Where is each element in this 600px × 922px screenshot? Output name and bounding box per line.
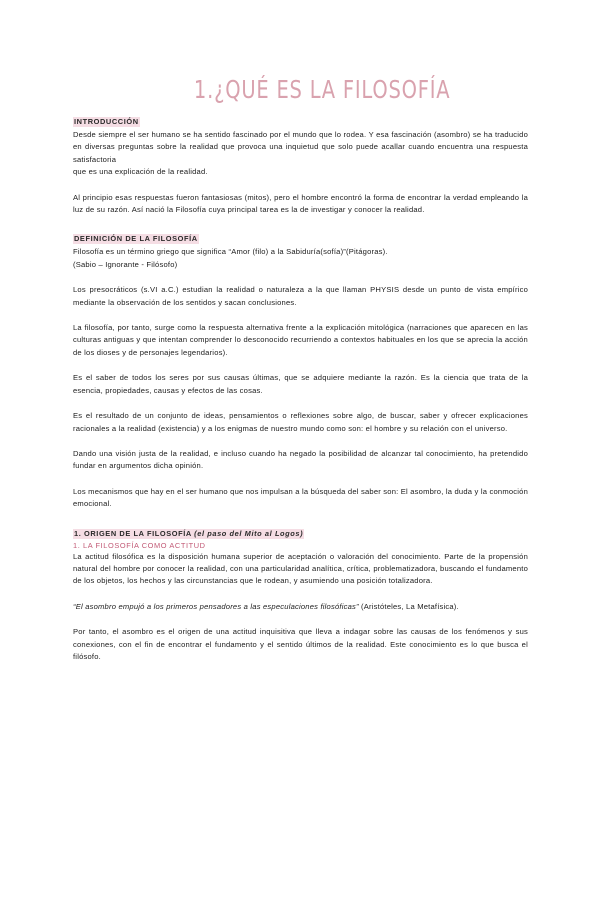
origen-heading-main: 1. ORIGEN DE LA FILOSOFÍA (74, 528, 195, 538)
origen-paragraph-1: La actitud filosófica es la disposición humana superior de aceptación o valoración del conocimiento. Parte de la propensión natural del hombre por conocer la realidad, con una particularidad analítica, crítica, problematizadora, buscando el fundamento de los objetos, los hechos y las circunstancias que le rodean, y asumiendo una posición totalizadora. (73, 551, 528, 586)
definicion-paragraph-4: Es el saber de todos los seres por sus causas últimas, que se adquiere mediante la razón. Es la ciencia que trata de la esencia, propiedades, causas y efectos de las cosas. (73, 373, 528, 395)
intro-paragraph-1: Desde siempre el ser humano se ha sentido fascinado por el mundo que lo rodea. Y esa fascinación (asombro) se ha traducido en diversas preguntas sobre la realidad que provoca una inquietud que solo puede acallar cuando encuentra una respuesta satisfactoria (73, 130, 528, 164)
intro-paragraph-2: Al principio esas respuestas fueron fantasiosas (mitos), pero el hombre encontró la forma de encontrar la verdad empleando la luz de su razón. Así nació la Filosofía cuya principal tarea es la de investigar y conocer la realidad. (73, 192, 528, 215)
quote-text: “El asombro empujó a los primeros pensadores a las especulaciones filosóficas” (73, 601, 359, 611)
origen-paragraph-2: Por tanto, el asombro es el origen de una actitud inquisitiva que lleva a indagar sobre las causas de los fenómenos y sus conexiones, con el fin de encontrar el fundamento y el sentido últimos de la realidad. Este conocimiento es lo que busca el filósofo. (73, 627, 528, 661)
definicion-heading: DEFINICIÓN DE LA FILOSOFÍA (74, 234, 198, 244)
quote-source: (Aristóteles, La Metafísica). (358, 601, 459, 611)
origen-quote (73, 601, 528, 613)
definicion-paragraph-7: Los mecanismos que hay en el ser humano que nos impulsan a la búsqueda del saber son: El asombro, la duda y la conmoción emocional. (73, 486, 528, 509)
definicion-paragraph-6: Dando una visión justa de la realidad, e incluso cuando ha negado la posibilidad de alcanzar tal conocimiento, ha pretendido fundar en argumentos dicha opinión. (73, 448, 528, 471)
intro-paragraph-1b: que es una explicación de la realidad. (73, 167, 208, 177)
origen-heading-italic: (el paso del Mito al Logos) (194, 528, 304, 538)
definicion-paragraph-1b: (Sabio – Ignorante - Filósofo) (73, 259, 178, 269)
section-origen (73, 523, 528, 664)
document-page (0, 74, 600, 922)
definicion-paragraph-3: La filosofía, por tanto, surge como la respuesta alternativa frente a la explicación mitológica (narraciones que aparecen en las culturas antiguas y que intentan comprender lo desconocido recurriendo a contextos habituales en los que se aprecia la acción de los dioses y de personajes legendarios). (73, 323, 528, 357)
page-title: 1.¿QUÉ ES LA FILOSOFÍA (193, 75, 451, 104)
definicion-paragraph-2: Los presocráticos (s.VI a.C.) estudian la realidad o naturaleza a la que llaman PHYSIS desde un punto de vista empírico mediante la observación de los sentidos y sacan conclusiones. (73, 285, 528, 307)
definicion-paragraph-1: Filosofía es un término griego que significa “Amor (filo) a la Sabiduría(sofía)”(Pitágoras). (73, 247, 388, 257)
intro-heading: INTRODUCCIÓN (74, 117, 139, 126)
definicion-paragraph-5: Es el resultado de un conjunto de ideas, pensamientos o reflexiones sobre algo, de buscar, saber y ofrecer explicaciones racionales a la realidad (existencia) y a los enigmas de nuestro mundo como son: el hombre y su relación con el universo. (73, 411, 528, 433)
section-definicion (73, 228, 528, 510)
origen-heading (73, 529, 304, 539)
section-introduccion (73, 111, 528, 216)
origen-subheading: 1. LA FILOSOFÍA COMO ACTITUD (73, 540, 206, 550)
